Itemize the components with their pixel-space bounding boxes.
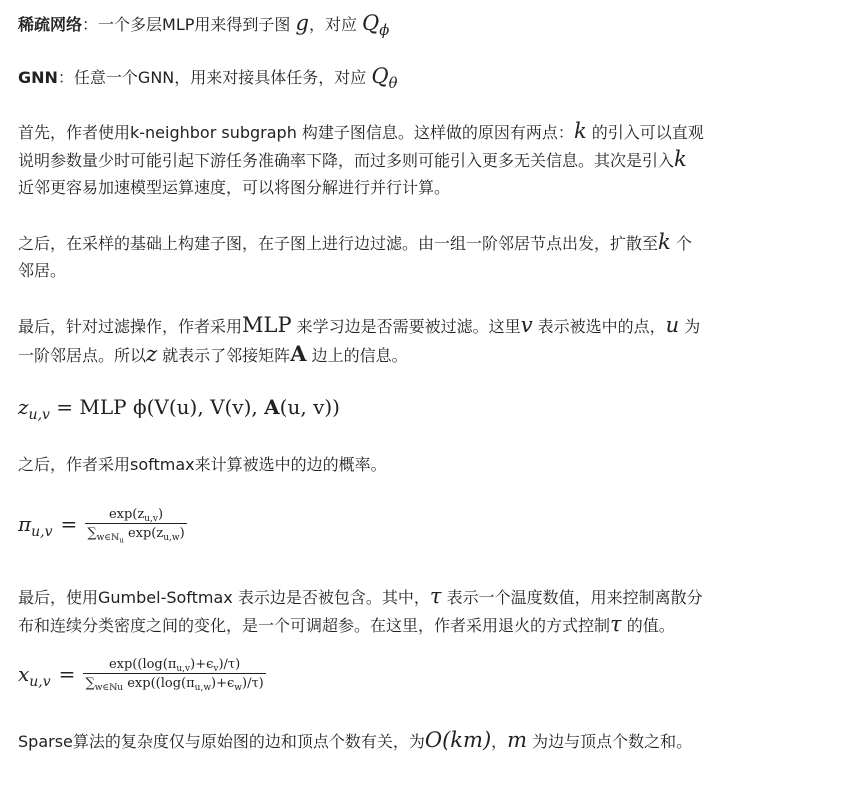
math-mlp: MLP [242, 313, 292, 337]
math-text: )+ϵ [190, 657, 214, 672]
text: 最后，针对过滤操作，作者采用 [18, 317, 243, 336]
math-sub: ϕ [379, 22, 390, 40]
text: 个 [670, 234, 692, 253]
text: 表示一个温度数值，用来控制离散分 [441, 588, 703, 607]
text: 为 [679, 317, 701, 336]
math-text: exp((log(π [123, 676, 195, 691]
math-big-o: O(km) [424, 728, 492, 752]
math-q-phi [362, 11, 390, 40]
term-sparse-network: 稀疏网络 [18, 15, 83, 34]
math-q: Q [371, 64, 389, 88]
math-q: Q [362, 11, 380, 35]
math-a: A [264, 395, 280, 419]
math-v: v [520, 313, 533, 337]
math-k: k [658, 230, 671, 254]
text: 表示被选中的点， [532, 317, 666, 336]
text: 的引入可以直观 [586, 123, 704, 142]
math-text: ) [157, 507, 164, 522]
math-sub: θ [388, 75, 398, 93]
eq-lhs [18, 511, 53, 538]
math-sub: w [234, 683, 242, 694]
text: 来学习边是否需要被过滤。这里 [291, 317, 521, 336]
text: 最后，使用Gumbel-Softmax 表示边是否被包含。其中， [18, 588, 430, 607]
math-a: A [290, 341, 307, 366]
math-text: exp(z [123, 526, 164, 541]
text: 为边与顶点个数之和。 [527, 732, 693, 751]
math-sub: u,w [163, 533, 180, 544]
text: ，对应 [308, 15, 357, 34]
text: ：任意一个GNN，用来对接具体任务，对应 [57, 68, 367, 87]
math-sub: u,w [194, 683, 212, 694]
math-sub: u,v [31, 523, 53, 540]
equation-pi [18, 507, 187, 545]
eq-equals: = [58, 662, 76, 686]
math-sub: w∈ℕu [94, 683, 124, 694]
text: 首先，作者使用k-neighbor subgraph 构建子图信息。这样做的原因有两点： [18, 123, 574, 142]
paragraph-gumbel [18, 583, 808, 639]
math-sub: u,v [144, 514, 158, 525]
text: 近邻更容易加速模型运算速度，可以将图分解进行并行计算。 [18, 178, 451, 197]
text: 之后，作者采用softmax来计算被选中的边的概率。 [18, 455, 387, 474]
math-sub: u,v [28, 406, 50, 423]
math-sub-set: w∈ℕ [96, 533, 120, 544]
math-m: m [507, 728, 528, 752]
text: 边上的信息。 [306, 346, 408, 365]
math-tau: τ [429, 584, 442, 608]
math-q-theta [371, 64, 398, 93]
eq-lhs [18, 395, 50, 423]
text: ， [491, 732, 508, 751]
term-gnn: GNN [18, 68, 58, 87]
fraction-numerator [107, 507, 165, 523]
math-sub: v [213, 664, 219, 675]
math-sub [97, 533, 124, 543]
eq-rhs-end: (u, v)) [279, 395, 340, 419]
fraction-x [83, 657, 265, 692]
math-sum: ∑ [87, 526, 97, 541]
math-text: )+ϵ [211, 676, 235, 691]
text: 的值。 [621, 616, 675, 635]
math-text: ) [179, 526, 185, 541]
fraction-numerator [107, 657, 242, 673]
math-k: k [573, 119, 587, 143]
paragraph-softmax [18, 451, 387, 478]
fraction-denominator [85, 523, 186, 545]
math-sum: ∑ [85, 676, 95, 691]
paragraph-mlp [18, 312, 798, 369]
eq-equals: = [60, 512, 78, 536]
text: Sparse算法的复杂度仅与原始图的边和顶点个数有关，为 [18, 732, 425, 751]
text: 说明参数量少时可能引起下游任务准确率下降，而过多则可能引入更多无关信息。其次是引入 [18, 151, 675, 170]
math-k: k [674, 147, 687, 171]
math-text: )/τ) [242, 676, 264, 691]
paragraph-subgraph [18, 118, 798, 201]
math-g: g [295, 11, 309, 35]
fraction-denominator [83, 673, 265, 692]
math-u: u [665, 313, 680, 337]
equation-x [18, 657, 266, 692]
paragraph-sparse-network [18, 10, 389, 38]
math-sub: u,v [29, 673, 51, 690]
math-text: exp((log(π [108, 657, 177, 672]
text: 之后，在采样的基础上构建子图，在子图上进行边过滤。由一组一阶邻居节点出发，扩散至 [18, 234, 659, 253]
paragraph-gnn [18, 63, 397, 91]
math-z: z [18, 395, 29, 419]
text: 就表示了邻接矩阵 [157, 346, 291, 365]
math-pi: π [18, 512, 32, 536]
fraction-pi [85, 507, 186, 545]
eq-rhs: = MLP ϕ(V(u), V(v), [49, 395, 265, 419]
equation-z-mlp [18, 394, 340, 422]
math-x: x [18, 662, 30, 686]
paragraph-edge-filter [18, 229, 798, 284]
text: ：一个多层MLP用来得到子图 [82, 15, 291, 34]
text: 邻居。 [18, 261, 67, 280]
math-sub-u: u [119, 535, 124, 545]
math-z: z [146, 342, 158, 366]
eq-lhs [18, 661, 51, 688]
text: 一阶邻居点。所以 [18, 346, 147, 365]
math-tau: τ [610, 612, 622, 636]
text: 布和连续分类密度之间的变化，是一个可调超参。在这里，作者采用退火的方式控制 [18, 616, 611, 635]
paragraph-complexity [18, 727, 808, 755]
math-text: )/τ) [218, 657, 241, 672]
math-sub: u,v [176, 664, 191, 675]
math-text: exp(z [108, 507, 145, 522]
